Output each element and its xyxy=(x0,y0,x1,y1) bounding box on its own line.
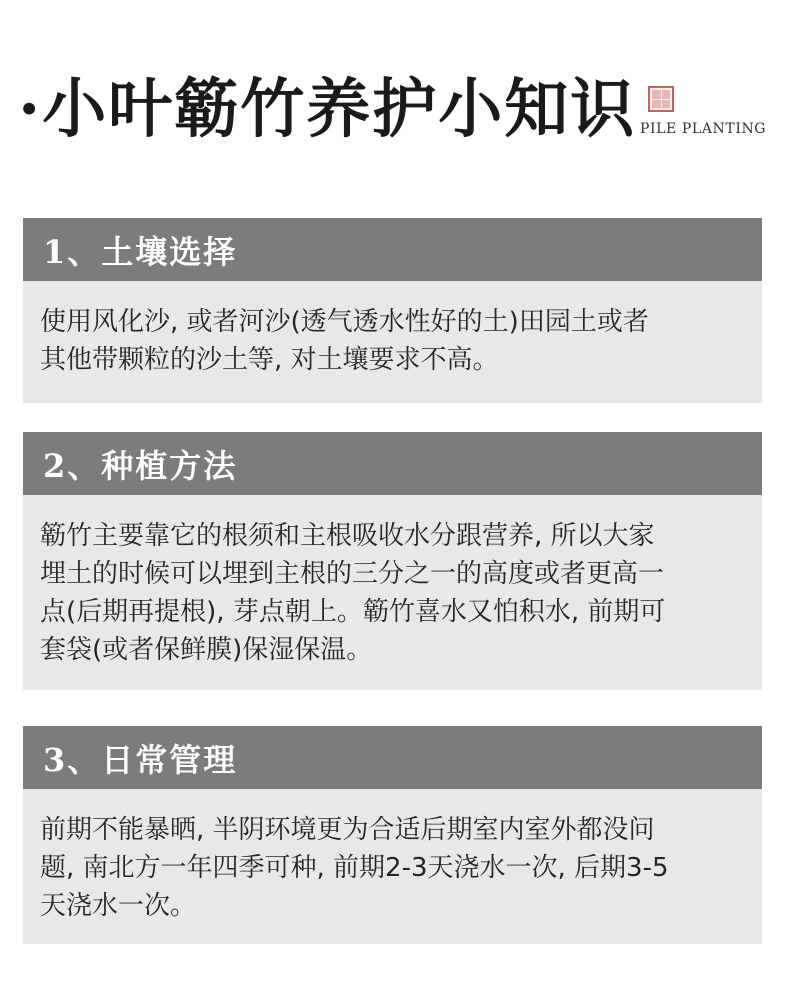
section-daily-care xyxy=(23,726,762,944)
body-line: 其他带颗粒的沙土等, 对土壤要求不高。 xyxy=(40,345,499,375)
section-header xyxy=(23,218,762,281)
body-line: 使用风化沙, 或者河沙(透气透水性好的土)田园土或者 xyxy=(40,307,649,337)
section-body xyxy=(23,281,762,379)
body-line: 簕竹主要靠它的根须和主根吸收水分跟营养, 所以大家 xyxy=(40,521,655,551)
section-header xyxy=(23,726,762,789)
page-title: ·小叶簕竹养护小知识 xyxy=(18,72,637,147)
section-header xyxy=(23,432,762,495)
brand-label: PILE PLANTING xyxy=(640,121,767,137)
section-soil xyxy=(23,218,762,403)
section-title: 2、种植方法 xyxy=(43,446,238,485)
body-line: 埋土的时候可以埋到主根的三分之一的高度或者更高一 xyxy=(40,559,665,589)
section-title: 3、日常管理 xyxy=(43,740,238,779)
section-body xyxy=(23,495,762,669)
body-line: 天浇水一次。 xyxy=(40,891,197,921)
body-line: 套袋(或者保鲜膜)保湿保温。 xyxy=(40,635,373,665)
section-body xyxy=(23,789,762,925)
body-line: 题, 南北方一年四季可种, 前期2-3天浇水一次, 后期3-5 xyxy=(40,853,669,883)
body-line: 前期不能暴晒, 半阴环境更为合适后期室内室外都没问 xyxy=(40,815,655,845)
section-planting xyxy=(23,432,762,690)
seal-stamp-icon xyxy=(648,86,674,112)
body-line: 点(后期再提根), 芽点朝上。簕竹喜水又怕积水, 前期可 xyxy=(40,597,666,627)
section-title: 1、土壤选择 xyxy=(43,232,238,271)
